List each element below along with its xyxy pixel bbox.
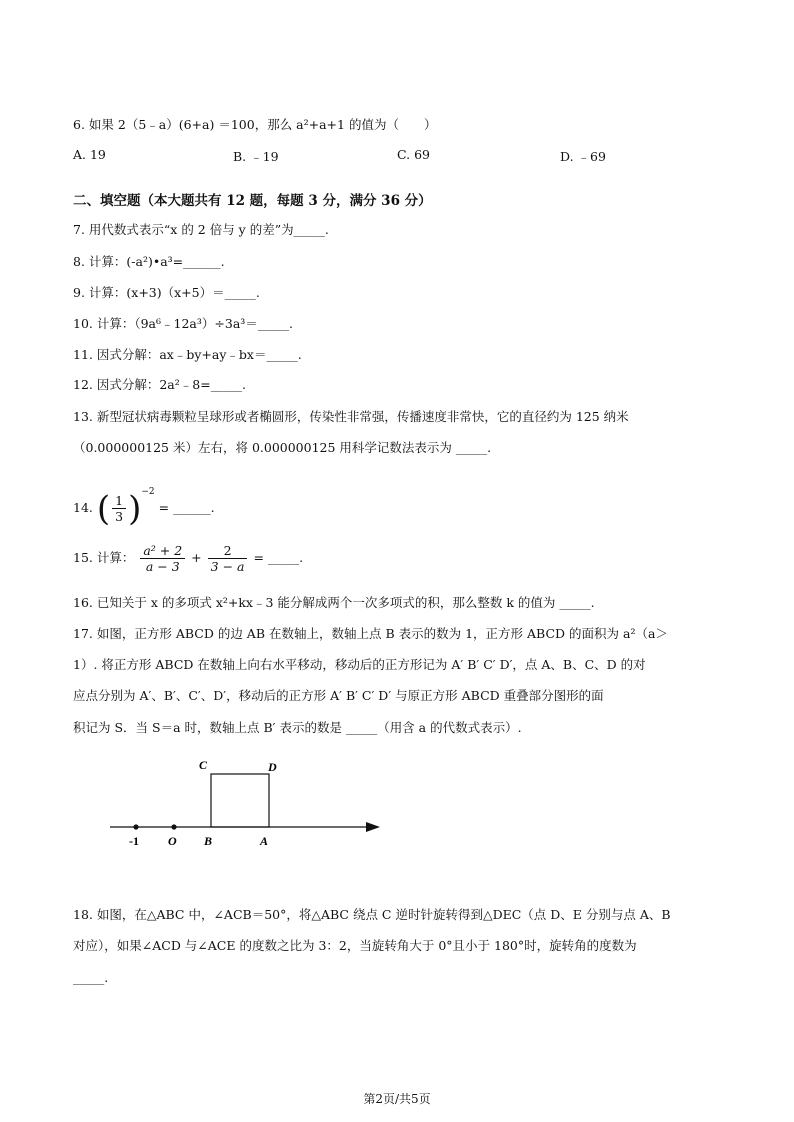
label-c: C [199, 758, 208, 772]
question-18-line-1: 18. 如图，在△ABC 中，∠ACB＝50°，将△ABC 绕点 C 逆时针旋转得到△DEC（点 D、E 分别与点 A、B [73, 907, 671, 922]
label-minus-1: -1 [129, 834, 139, 848]
q15-f2-denominator: 3 − a [210, 559, 245, 574]
question-13-line-2: （0.000000125 米）左右，将 0.000000125 用科学记数法表示为 _____. [73, 440, 492, 455]
q14-tail: = ______. [158, 500, 215, 515]
question-17-line-1: 17. 如图，正方形 ABCD 的边 AB 在数轴上，数轴上点 B 表示的数为 1，正方形 ABCD 的面积为 a²（a＞ [73, 626, 668, 641]
question-9: 9. 计算：(x+3)（x+5）＝_____. [73, 285, 260, 300]
q15-tail: = _____. [253, 550, 304, 565]
q15-f1-numerator: a² + 2 [140, 543, 185, 559]
label-o: O [168, 834, 177, 848]
question-17-line-2: 1）. 将正方形 ABCD 在数轴上向右水平移动，移动后的正方形记为 A′ B′ C′ D′，点 A、B、C、D 的对 [73, 657, 646, 672]
q15-number: 15. 计算： [73, 550, 135, 565]
q15-fraction-2 [208, 543, 248, 574]
number-line-figure [100, 750, 390, 860]
question-18-line-2: 对应），如果∠ACD 与∠ACE 的度数之比为 3：2，当旋转角大于 0°且小于 180°时，旋转角的度数为 [73, 938, 637, 953]
label-b: B [204, 834, 213, 848]
page-footer: 第2页/共5页 [363, 1092, 431, 1106]
q6-option-b: B. ﹣19 [233, 149, 279, 164]
question-18-line-3: _____. [73, 970, 109, 985]
q6-option-c: C. 69 [397, 147, 430, 162]
q6-option-d: D. ﹣69 [560, 149, 606, 164]
q15-f1-denominator: a − 3 [145, 559, 180, 574]
question-12: 12. 因式分解：2a²﹣8=_____. [73, 377, 246, 392]
square-abcd [211, 774, 269, 827]
label-a: A [260, 834, 269, 848]
question-16: 16. 已知关于 x 的多项式 x²+kx﹣3 能分解成两个一次多项式的积，那么整数 k 的值为 _____. [73, 595, 595, 610]
label-d: D [268, 760, 277, 774]
question-6: 6. 如果 2（5﹣a）(6+a) ＝100，那么 a²+a+1 的值为（ ） [73, 117, 437, 132]
question-15 [73, 538, 303, 578]
q15-f2-numerator: 2 [208, 543, 248, 559]
question-7: 7. 用代数式表示“x 的 2 倍与 y 的差”为_____. [73, 222, 329, 237]
question-13-line-1: 13. 新型冠状病毒颗粒呈球形或者椭圆形，传染性非常强，传播速度非常快，它的直径约为 125 纳米 [73, 409, 629, 424]
q15-plus: + [191, 550, 202, 565]
q14-exponent: −2 [141, 487, 155, 497]
section-2-title: 二、填空题（本大题共有 12 题，每题 3 分，满分 36 分） [73, 193, 432, 209]
q6-option-a: A. 19 [73, 147, 106, 162]
question-17-line-3: 应点分别为 A′、B′、C′、D′，移动后的正方形 A′ B′ C′ D′ 与原正方形 ABCD 重叠部分图形的面 [73, 688, 604, 703]
question-17-line-4: 积记为 S．当 S＝a 时，数轴上点 B′ 表示的数是 _____（用含 a 的代数式表示）. [73, 720, 522, 735]
point-o [171, 824, 176, 829]
point-minus-1 [133, 824, 138, 829]
q14-fraction [112, 493, 126, 524]
question-14 [73, 472, 215, 528]
question-10: 10. 计算：（9a⁶﹣12a³）÷3a³＝_____. [73, 316, 294, 331]
q14-numerator: 1 [112, 493, 126, 509]
q14-denominator: 3 [115, 509, 124, 524]
q14-number: 14. [73, 500, 93, 515]
left-paren: ( [96, 488, 111, 529]
axis-arrow-icon [366, 822, 380, 832]
right-paren: ) [128, 488, 142, 529]
q15-fraction-1 [140, 543, 185, 574]
question-8: 8. 计算：(-a²)•a³=______. [73, 254, 225, 269]
question-11: 11. 因式分解：ax﹣by+ay﹣bx＝_____. [73, 347, 302, 362]
